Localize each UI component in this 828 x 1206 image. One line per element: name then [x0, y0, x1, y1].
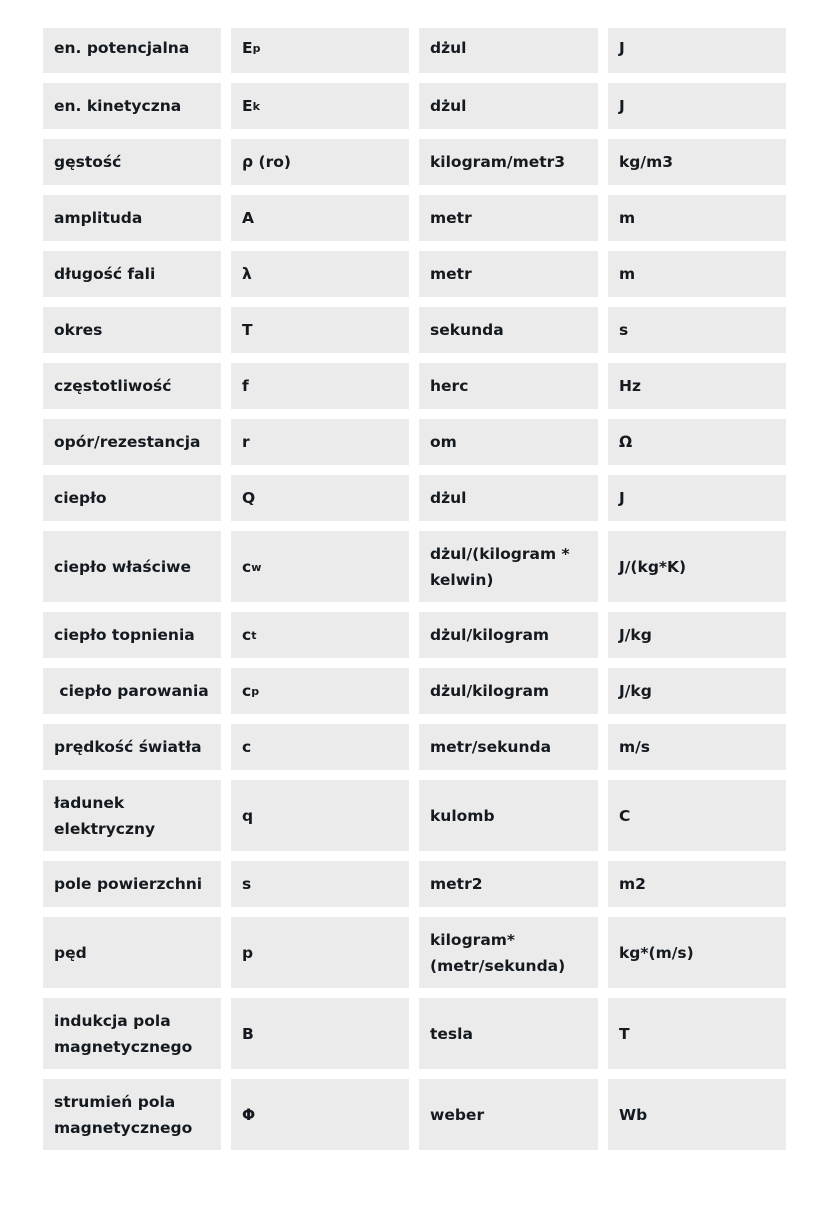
symbol-cell: [231, 139, 409, 185]
unit-symbol-cell: Ω: [608, 419, 786, 465]
unit-name-cell: kilogram* (metr/sekunda): [419, 917, 598, 988]
unit-symbol-cell: m: [608, 195, 786, 241]
unit-symbol-cell: Hz: [608, 363, 786, 409]
unit-name-cell: sekunda: [419, 307, 598, 353]
quantity-name-cell: en. potencjalna: [43, 28, 221, 73]
unit-name-cell: kulomb: [419, 780, 598, 851]
quantity-name-cell: pole powierzchni: [43, 861, 221, 907]
symbol-text: c: [242, 738, 252, 756]
unit-symbol-cell: m2: [608, 861, 786, 907]
table-row: [43, 668, 786, 714]
unit-name-cell: dżul/kilogram: [419, 668, 598, 714]
table-row: [43, 139, 786, 185]
symbol-text: T: [242, 321, 253, 339]
unit-symbol-cell: J: [608, 83, 786, 129]
table-row: [43, 612, 786, 658]
quantity-name-cell: en. kinetyczna: [43, 83, 221, 129]
quantity-name-cell: ładunek elektryczny: [43, 780, 221, 851]
unit-symbol-cell: J/(kg*K): [608, 531, 786, 602]
quantity-name-cell: gęstość: [43, 139, 221, 185]
symbol-cell: [231, 307, 409, 353]
symbol-text: E: [242, 97, 253, 115]
symbol-cell: [231, 668, 409, 714]
table-row: [43, 251, 786, 297]
symbol-text: p: [242, 943, 254, 962]
table-row: [43, 363, 786, 409]
unit-symbol-cell: kg*(m/s): [608, 917, 786, 988]
symbol-text: λ: [242, 265, 252, 283]
table-row: [43, 307, 786, 353]
unit-name-cell: metr: [419, 251, 598, 297]
quantity-name-cell: długość fali: [43, 251, 221, 297]
table-row: [43, 861, 786, 907]
unit-name-cell: dżul: [419, 28, 598, 73]
quantity-name-cell: opór/rezestancja: [43, 419, 221, 465]
unit-symbol-cell: C: [608, 780, 786, 851]
symbol-subscript: t: [251, 629, 257, 642]
table-row: [43, 419, 786, 465]
symbol-cell: [231, 780, 409, 851]
symbol-cell: [231, 1079, 409, 1150]
symbol-text: A: [242, 209, 254, 227]
quantity-name-cell: amplituda: [43, 195, 221, 241]
symbol-cell: [231, 724, 409, 770]
unit-name-cell: herc: [419, 363, 598, 409]
unit-name-cell: metr/sekunda: [419, 724, 598, 770]
unit-name-cell: metr2: [419, 861, 598, 907]
symbol-subscript: p: [252, 42, 261, 55]
unit-symbol-cell: T: [608, 998, 786, 1069]
symbol-cell: [231, 998, 409, 1069]
symbol-text: r: [242, 433, 250, 451]
unit-symbol-cell: J/kg: [608, 612, 786, 658]
quantity-name-cell: ciepło parowania: [43, 668, 221, 714]
symbol-cell: [231, 475, 409, 521]
unit-name-cell: dżul/kilogram: [419, 612, 598, 658]
symbol-cell: [231, 612, 409, 658]
table-row: [43, 917, 786, 988]
unit-symbol-cell: m: [608, 251, 786, 297]
unit-symbol-cell: Wb: [608, 1079, 786, 1150]
symbol-text: Q: [242, 489, 256, 507]
symbol-text: B: [242, 1024, 254, 1043]
symbol-text: c: [242, 626, 252, 644]
symbol-subscript: k: [252, 100, 260, 113]
unit-name-cell: tesla: [419, 998, 598, 1069]
unit-name-cell: metr: [419, 195, 598, 241]
unit-symbol-cell: s: [608, 307, 786, 353]
symbol-subscript: w: [251, 560, 262, 574]
table-row: [43, 531, 786, 602]
table-row: [43, 1079, 786, 1150]
quantity-name-cell: indukcja pola magnetycznego: [43, 998, 221, 1069]
quantity-name-cell: okres: [43, 307, 221, 353]
quantity-name-cell: strumień pola magnetycznego: [43, 1079, 221, 1150]
symbol-cell: [231, 28, 409, 73]
physics-units-table: [43, 28, 786, 1160]
symbol-cell: [231, 363, 409, 409]
unit-symbol-cell: J: [608, 28, 786, 73]
symbol-text: Φ: [242, 1105, 256, 1124]
quantity-name-cell: prędkość światła: [43, 724, 221, 770]
table-row: [43, 195, 786, 241]
table-row: [43, 475, 786, 521]
unit-name-cell: dżul: [419, 83, 598, 129]
symbol-cell: [231, 531, 409, 602]
unit-name-cell: dżul/(kilogram * kelwin): [419, 531, 598, 602]
table-row: [43, 998, 786, 1069]
symbol-cell: [231, 419, 409, 465]
unit-symbol-cell: J/kg: [608, 668, 786, 714]
symbol-text: f: [242, 377, 249, 395]
unit-name-cell: dżul: [419, 475, 598, 521]
table-row: [43, 28, 786, 73]
unit-symbol-cell: m/s: [608, 724, 786, 770]
symbol-subscript: p: [251, 685, 260, 698]
unit-name-cell: weber: [419, 1079, 598, 1150]
unit-name-cell: om: [419, 419, 598, 465]
unit-symbol-cell: J: [608, 475, 786, 521]
table-row: [43, 780, 786, 851]
quantity-name-cell: ciepło: [43, 475, 221, 521]
symbol-cell: [231, 83, 409, 129]
symbol-text: ρ (ro): [242, 153, 291, 171]
symbol-text: c: [242, 557, 252, 576]
table-row: [43, 83, 786, 129]
symbol-cell: [231, 195, 409, 241]
unit-symbol-cell: kg/m3: [608, 139, 786, 185]
symbol-text: E: [242, 39, 253, 57]
symbol-cell: [231, 917, 409, 988]
symbol-cell: [231, 251, 409, 297]
symbol-text: s: [242, 875, 252, 893]
quantity-name-cell: pęd: [43, 917, 221, 988]
quantity-name-cell: częstotliwość: [43, 363, 221, 409]
quantity-name-cell: ciepło właściwe: [43, 531, 221, 602]
symbol-text: c: [242, 682, 252, 700]
table-row: [43, 724, 786, 770]
unit-name-cell: kilogram/metr3: [419, 139, 598, 185]
quantity-name-cell: ciepło topnienia: [43, 612, 221, 658]
symbol-cell: [231, 861, 409, 907]
symbol-text: q: [242, 806, 254, 825]
